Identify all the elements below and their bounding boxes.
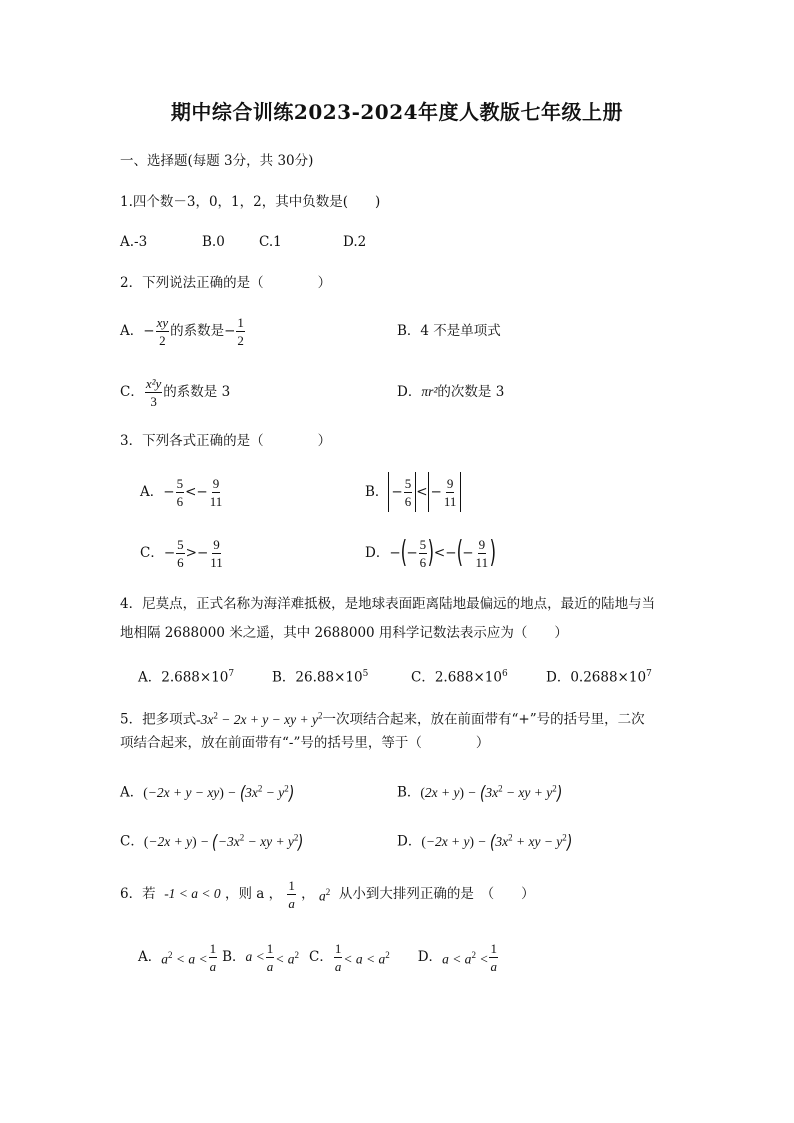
q4-line1: 4．尼莫点，正式名称为海洋难抵极，是地球表面距离陆地最偏远的地点，最近的陆地与当 (120, 596, 656, 612)
q3-option-a: A． − $\frac{5}{6}$ <− $\frac{9}{11}$ (140, 475, 223, 509)
q4-option-c: C．$2.688\times 10^6$ (411, 669, 508, 686)
q5-option-a: A．$(-2x + y - xy) - (3x^2 - y^2)$ (120, 781, 295, 804)
q5-option-c: C．$(-2x + y) - (-3x^2$ − xy + $y^2$) (120, 830, 304, 853)
q4-option-b: B．$26.88\times 10^5$ (272, 669, 369, 686)
q1-option-b: B.0 (202, 234, 225, 250)
q6-options: A． $a^2 < a$ < $\frac{1}{a}$ B． a < $\frac{1}{a}$ < $a^2$ C． $\frac{1}{a}$ < $a < a^2$ D． $a < a^2$ < $\frac{1}{a}$ (138, 940, 497, 974)
q4-option-d: D．$0.2688\times 10^7$ (546, 669, 652, 686)
q2-option-c: C． $\frac{\text{x²y}}{3}$ 的系数是 3 (120, 375, 231, 409)
q3-stem: 3．下列各式正确的是（ ） (120, 433, 332, 449)
q2-a-label: A． (120, 323, 144, 339)
q6-stem: 6．若 -1 < a < 0 ，则 a ， $\frac{1}{a}$ ， $a^2$ 从小到大排列正确的是 （ ） (120, 877, 535, 911)
q5-option-d: D．$(-2x + y) - (3x^2$ + xy − $y^2$) (397, 830, 573, 853)
q1-option-c: C.1 (259, 234, 282, 250)
q2-a-fraction: $\frac{xy}{2}$ (156, 314, 169, 348)
section-heading: 一、选择题(每题 3分，共 30分) (120, 153, 314, 169)
q3-option-b: B． − $\frac{5}{6}$ < − $\frac{9}{11}$ (365, 471, 461, 513)
q3-option-d: D． − ( − $\frac{5}{6}$ ) <− ( − $\frac{9}{11}$ ) (365, 535, 497, 570)
q2-option-a: A． − $\frac{xy}{2}$ 的系数是 − $\frac{1}{2}$ (120, 314, 244, 348)
q4-option-a: A．$2.688\times 10^7$ (138, 669, 235, 686)
q3-option-c: C． − $\frac{5}{6}$ >− $\frac{9}{11}$ (140, 536, 223, 570)
q2-c-fraction: $\frac{\text{x²y}}{3}$ (145, 375, 162, 409)
q2-a-fraction-half: $\frac{1}{2}$ (237, 314, 244, 348)
q4-line2: 地相隔 2688000 米之遥，其中 2688000 用科学记数法表示应为（ ） (120, 625, 568, 641)
q1-stem: 1.四个数－3，0，1，2，其中负数是( ) (120, 194, 381, 210)
q1-option-a: A.-3 (120, 234, 148, 250)
q2-option-d: D．πr²的次数是 3 (397, 384, 505, 400)
q5-option-b: B．$(2x + y) - (3x^2$ − xy + $y^2$) (397, 781, 563, 804)
q1-option-d: D.2 (343, 234, 367, 250)
page-title: 期中综合训练2023-2024年度人教版七年级上册 (170, 100, 624, 124)
q5-line2: 项结合起来，放在前面带有“-”号的括号里，等于（ ） (120, 735, 490, 751)
q2-option-b: B．4 不是单项式 (397, 323, 501, 339)
q2-stem: 2．下列说法正确的是（ ） (120, 275, 332, 291)
q5-line1: 5．把多项式$-3x^2 - 2x + y$ − xy + $y^2$一次项结合起来，放在前面带有“+”号的括号里，二次 (120, 710, 645, 728)
